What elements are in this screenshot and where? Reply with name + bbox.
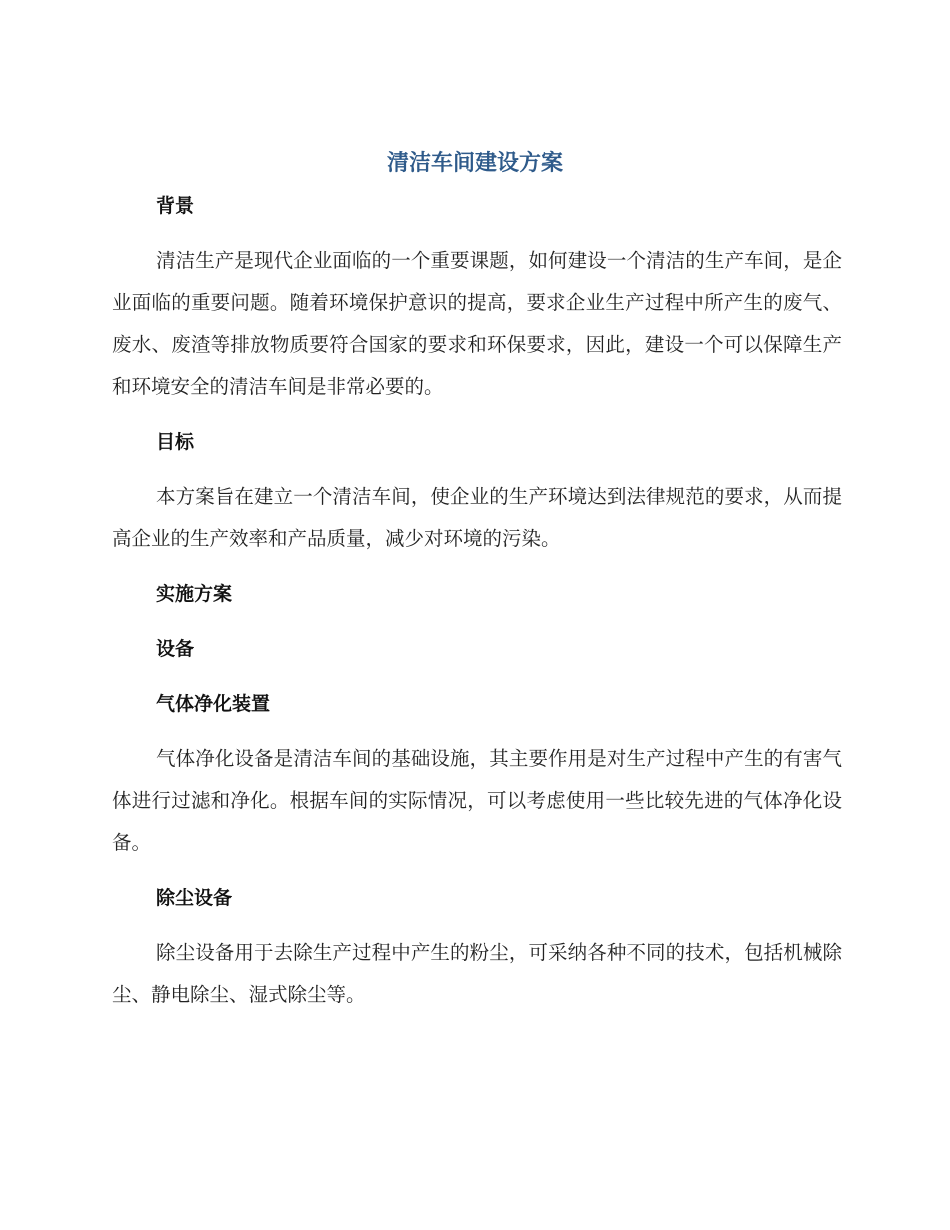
section-heading-background: 背景 (156, 195, 195, 217)
section-heading-dust-removal: 除尘设备 (156, 887, 233, 909)
document-title: 清洁车间建设方案 (386, 151, 563, 176)
section-heading-equipment: 设备 (156, 638, 195, 660)
section-paragraph-goal: 本方案旨在建立一个清洁车间，使企业的生产环境达到法律规范的要求，从而提高企业的生产效率和产品质量，减少对环境的污染。 (112, 485, 842, 550)
section-paragraph-dust-removal: 除尘设备用于去除生产过程中产生的粉尘，可采纳各种不同的技术，包括机械除尘、静电除尘、湿式除尘等。 (112, 941, 842, 1006)
section-heading-goal: 目标 (156, 431, 195, 453)
section-heading-implementation: 实施方案 (156, 583, 233, 605)
section-paragraph-background: 清洁生产是现代企业面临的一个重要课题，如何建设一个清洁的生产车间，是企业面临的重要问题。随着环境保护意识的提高，要求企业生产过程中所产生的废气、废水、废渣等排放物质要符合国家的要求和环保要求，因此，建设一个可以保障生产和环境安全的清洁车间是非常必要的。 (112, 249, 842, 398)
section-paragraph-gas-purification: 气体净化设备是清洁车间的基础设施，其主要作用是对生产过程中产生的有害气体进行过滤和净化。根据车间的实际情况，可以考虑使用一些比较先进的气体净化设备。 (112, 747, 842, 854)
section-heading-gas-purification: 气体净化装置 (156, 693, 271, 715)
